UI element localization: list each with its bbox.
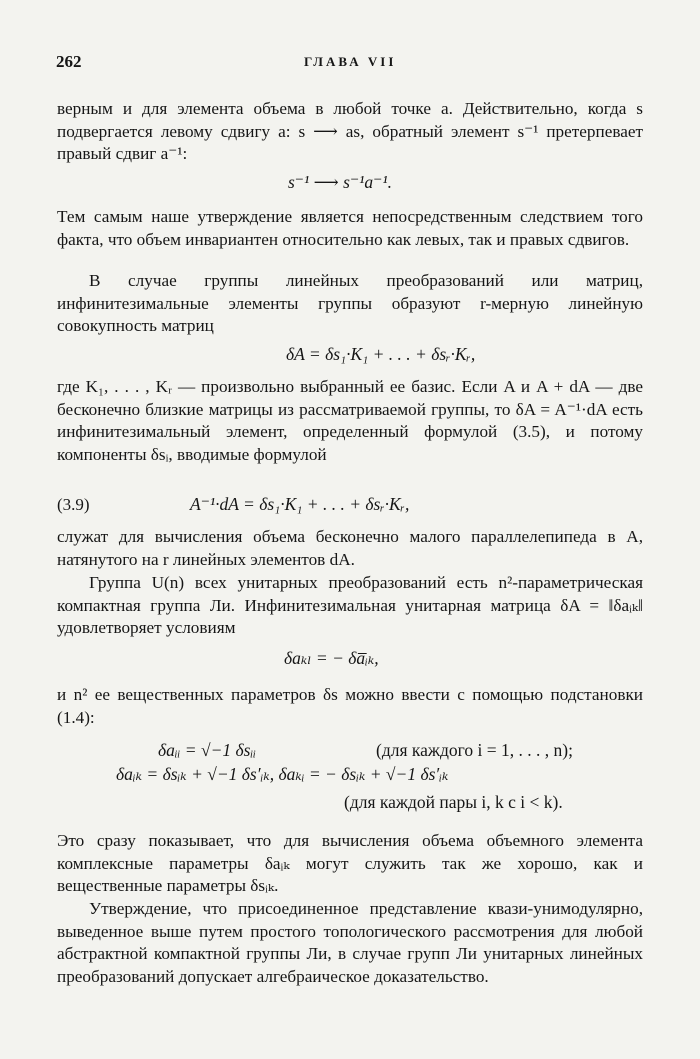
paragraph-3 [57,270,643,338]
paragraph-5 [57,526,643,571]
formula-offdiagonal-substitution: δaᵢₖ = δsᵢₖ + √−1 δs′ᵢₖ, δaₖᵢ = − δsᵢₖ + √−1 δs′ᵢₖ [116,764,449,784]
paragraph-4 [57,376,643,466]
paragraph-text: где K₁, . . . , Kᵣ — произвольно выбранный ее базис. Если A и A + dA — две бесконечно близкие матрицы из рассматриваемой группы, то δA = A⁻¹·dA есть инфинитезимальный элемент, определенный формулой (3.5), и потому компоненты δsᵢ, вводимые формулой [57,377,643,464]
paragraph-text: Это сразу показывает, что для вычисления объема объемного элемента комплексные параметры δaᵢₖ могут служить так же хорошо, как и вещественные параметры δsᵢₖ. [57,831,643,896]
formula-unitary-condition: δaₖₗ = − δa̅ᵢₖ, [284,648,379,668]
page-header [56,52,644,76]
equation-number: (3.9) [57,495,90,514]
paragraph-7 [57,684,643,729]
page-number: 262 [56,52,82,71]
formula-diagonal-substitution: δaᵢᵢ = √−1 δsᵢᵢ [158,740,257,760]
formula-diagonal-note: (для каждого i = 1, . . . , n); [376,740,573,760]
paragraph-text: и n² ее вещественных параметров δs можно ввести с помощью подстановки (1.4): [57,685,643,727]
formula-pair-note: (для каждой пары i, k с i < k). [344,792,563,812]
paragraph-text: Тем самым наше утверждение является непосредственным следствием того факта, что объем инвариантен относительно как левых, так и правых сдвигов. [57,207,643,249]
formula-infinitesimal-element: δA = δs₁·K₁ + . . . + δsᵣ·Kᵣ, [286,344,476,364]
formula-inverse-shift: s⁻¹ ⟶ s⁻¹a⁻¹. [288,172,393,192]
paragraph-2 [57,206,643,251]
paragraph-1 [57,98,643,166]
paragraph-text: В случае группы линейных преобразований или матриц, инфинитезимальные элементы группы образуют r-мерную линейную совокупность матриц [57,271,643,336]
formula-3-9: A⁻¹·dA = δs₁·K₁ + . . . + δsᵣ·Kᵣ, [190,494,410,514]
paragraph-6 [57,572,643,640]
paragraph-text: Утверждение, что присоединенное представление квази-унимодулярно, выведенное выше путем простого топологического рассмотрения для любой абстрактной компактной группы Ли, в случае групп Ли унитарных линейных преобразований допускает алгебраическое доказательство. [57,899,643,986]
paragraph-text: Группа U(n) всех унитарных преобразований есть n²-параметрическая компактная группа Ли. Инфинитезимальная унитарная матрица δA = ‖δaᵢₖ‖ удовлетворяет условиям [57,573,643,638]
chapter-running-head: ГЛАВА VII [304,54,397,69]
paragraph-text: верным и для элемента объема в любой точке a. Действительно, когда s подвергается левому сдвигу a: s ⟶ as, обратный элемент s⁻¹ претерпевает правый сдвиг a⁻¹: [57,99,643,164]
paragraph-9 [57,898,643,988]
paragraph-text: служат для вычисления объема бесконечно малого параллелепипеда в A, натянутого на r линейных элементов dA. [57,527,643,569]
paragraph-8 [57,830,643,898]
